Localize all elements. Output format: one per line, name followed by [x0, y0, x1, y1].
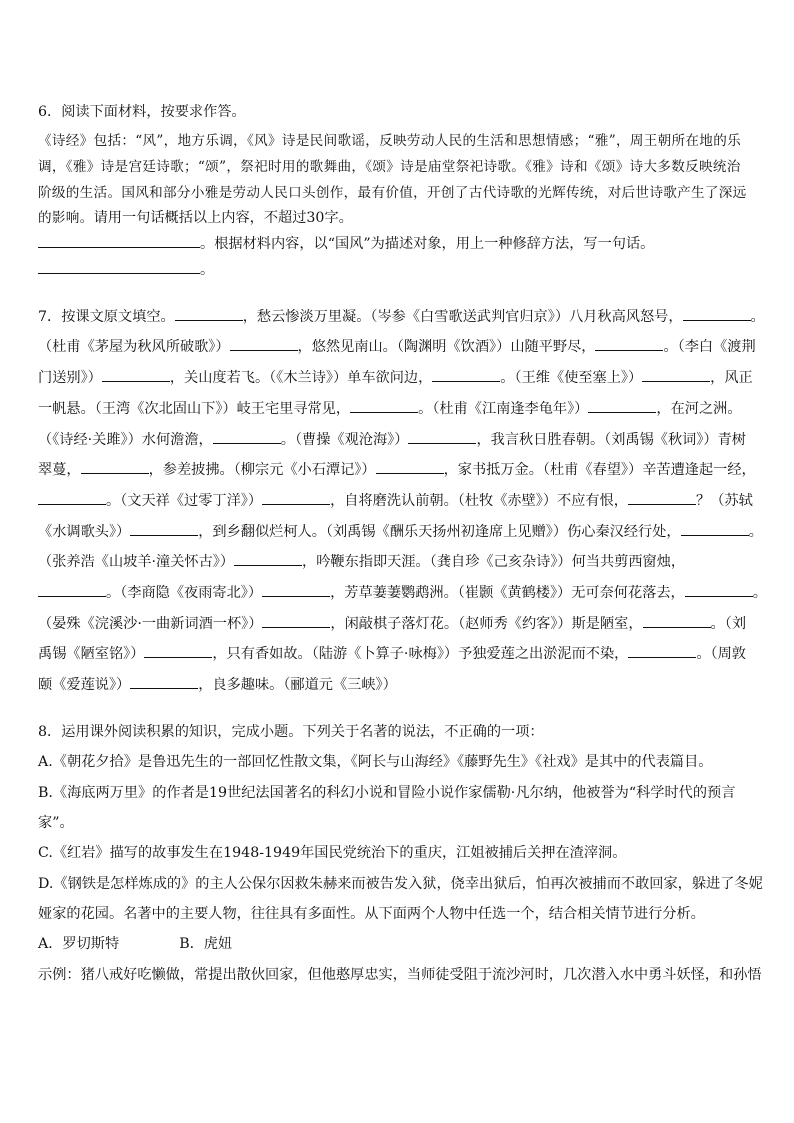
q7-text: ，良多趣味。（郦道元《三峡》） — [198, 677, 397, 694]
q7-text: 。（李商隐《夜雨寄北》） — [106, 584, 263, 601]
q6-instruction-1: 请用一句话概括以上内容，不超过30字。 — [93, 210, 353, 227]
q7-text: ，悠然见南山。（陶渊明《饮酒》）山随平野尽， — [297, 339, 596, 356]
q7-text: 翠蔓， — [38, 462, 81, 479]
q7-text: ，只有香如故。（陆游《卜算子·咏梅》）予独爱莲之出淤泥而不染， — [212, 646, 629, 663]
character-choices — [38, 929, 762, 959]
q7-text: ，到乡翻似烂柯人。（刘禹锡《酬乐天扬州初逢席上见赠》）伤心秦汉经行处， — [198, 523, 681, 540]
q7-text: （《诗经·关雎》）水何澹澹， — [38, 431, 213, 448]
q7-text: ？（苏轼 — [696, 492, 753, 509]
q7-text: ，愁云惨淡万里凝。（岑参《白雪歌送武判官归京》）八月秋高风怒号， — [242, 308, 683, 325]
q7-line — [38, 547, 762, 578]
q7-text: （晏殊《浣溪沙·一曲新词酒一杯》） — [38, 615, 263, 632]
q7-text: ，吟鞭东指即天涯。（龚自珍《己亥杂诗》）何当共剪西窗烛， — [302, 554, 686, 571]
q7-line — [38, 302, 765, 333]
q7-text: 禹锡《陋室铭》） — [38, 646, 145, 663]
answer-blank[interactable] — [262, 581, 330, 597]
q7-text: 《水调歌头》） — [38, 523, 131, 540]
q7-text: 。（刘 — [710, 615, 747, 632]
question-7 — [38, 302, 767, 701]
q7-text: 。 — [750, 308, 765, 325]
document-page — [38, 96, 767, 990]
answer-blank[interactable] — [642, 366, 710, 382]
q7-text: 门送别》） — [38, 370, 102, 387]
q6-material-end: 的影响。 — [38, 210, 94, 227]
option-a-statement: A.《朝花夕拾》是鲁迅先生的一部回忆性散文集，《阿长与山海经》《藤野先生》《社戏》是其中的代表篇目。 — [38, 754, 713, 771]
answer-blank[interactable] — [38, 258, 200, 274]
answer-blank[interactable] — [350, 397, 418, 413]
q6-material-line — [38, 206, 762, 232]
q7-text: ，我言秋日胜春朝。（刘禹锡《秋词》）青树 — [476, 431, 746, 448]
q7-line — [38, 578, 767, 609]
question-7-title: 7．按课文原文填空。 — [38, 308, 175, 325]
answer-blank[interactable] — [588, 397, 656, 413]
q7-text: 颐《爱莲说》） — [38, 677, 131, 694]
answer-blank[interactable] — [234, 550, 302, 566]
answer-blank[interactable] — [432, 366, 500, 382]
q7-line — [38, 363, 762, 394]
q6-answer-line — [38, 232, 762, 258]
option-d-statement: D.《钢铁是怎样炼成的》的主人公保尔因救朱赫来而被告发入狱，侥幸出狱后，怕再次被捕而不敢回家，躲进了冬妮 — [38, 875, 763, 892]
q7-line — [38, 332, 762, 363]
answer-blank[interactable] — [262, 612, 330, 628]
q7-text: 。（李白《渡荆 — [663, 339, 756, 356]
q6-answer-line — [38, 258, 762, 284]
q6-material-line: 《诗经》包括：“风”，地方乐调，《风》诗是民间歌谣，反映劳动人民的生活和思想情感；“雅”，周王朝所在地的乐 — [38, 133, 741, 149]
question-8-title: 8．运用课外阅读积累的知识，完成小题。下列关于名著的说法，不正确的一项： — [38, 723, 544, 740]
q7-line — [38, 455, 762, 486]
answer-blank[interactable] — [408, 428, 476, 444]
answer-blank[interactable] — [683, 305, 751, 321]
answer-blank[interactable] — [102, 366, 170, 382]
q6-material-line: 阶级的生活。国风和部分小雅是劳动人民口头创作，最有价值，开创了古代诗歌的光辉传统，对后世诗歌产生了深远 — [38, 184, 747, 201]
q7-text: 。（周敦 — [696, 646, 746, 663]
q7-text: 。（王维《使至塞上》） — [500, 370, 643, 387]
answer-blank[interactable] — [38, 489, 106, 505]
q6-material-line: 调，《雅》诗是宫廷诗歌；“颂”，祭祀时用的歌舞曲，《颂》诗是庙堂祭祀诗歌。《雅》诗和《颂》诗大多数反映统治 — [38, 158, 741, 175]
answer-blank[interactable] — [681, 520, 749, 536]
answer-blank[interactable] — [262, 489, 330, 505]
q7-text: 。 — [752, 584, 767, 601]
answer-blank[interactable] — [213, 428, 281, 444]
answer-blank[interactable] — [595, 335, 663, 351]
question-6 — [38, 96, 762, 284]
q7-text: 。（文天祥《过零丁洋》） — [106, 492, 263, 509]
answer-blank[interactable] — [175, 305, 243, 321]
q7-line — [38, 425, 762, 456]
q6-answer-end: 。 — [200, 261, 215, 278]
question-6-title: 6．阅读下面材料，按要求作答。 — [38, 104, 246, 120]
q7-line — [38, 394, 762, 425]
q7-text: 。（曹操《观沧海》） — [280, 431, 409, 448]
q7-text: （杜甫《茅屋为秋风所破歌》） — [38, 339, 230, 356]
q7-line — [38, 609, 762, 640]
q7-text: ，闲敲棋子落灯花。（赵师秀《约客》）斯是陋室， — [330, 615, 643, 632]
q7-text: ，自将磨洗认前朝。（杜牧《赤壁》）不应有恨， — [330, 492, 628, 509]
character-choice-b: B．虎妞 — [179, 936, 233, 953]
q7-text: ，家书抵万金。（杜甫《春望》）辛苦遭逢起一经， — [443, 462, 756, 479]
option-d-statement-cont: 娅家的花园。名著中的主要人物，往往具有多面性。从下面两个人物中任选一个，结合相关情节进行分析。 — [38, 906, 705, 923]
option-b-statement-cont: 家”。 — [38, 814, 74, 831]
answer-blank[interactable] — [230, 335, 298, 351]
answer-blank[interactable] — [643, 612, 711, 628]
q7-text: （张养浩《山坡羊·潼关怀古》） — [38, 554, 235, 571]
option-b-statement: B.《海底两万里》的作者是19世纪法国著名的科幻小说和冒险小说作家儒勒·凡尔纳，他被誉为“科学时代的预言 — [38, 784, 736, 801]
q7-text: 一帆悬。（王湾《次北固山下》）岐王宅里寻常见， — [38, 400, 351, 417]
answer-blank[interactable] — [38, 581, 106, 597]
answer-blank[interactable] — [628, 642, 696, 658]
q7-text: ，芳草萋萋鹦鹉洲。（崔颢《黄鹤楼》）无可奈何花落去， — [330, 584, 685, 601]
q7-text: ，参差披拂。（柳宗元《小石潭记》） — [148, 462, 376, 479]
q7-line — [38, 486, 762, 517]
example-answer: 示例：猪八戒好吃懒做，常提出散伙回家，但他憨厚忠实，当师徒受阻于流沙河时，几次潜入水中勇斗妖怪，和孙悟 — [38, 966, 762, 983]
q7-text: 。 — [748, 523, 763, 540]
q7-line — [38, 670, 762, 701]
answer-blank[interactable] — [81, 458, 149, 474]
q7-text: ，关山度若飞。（《木兰诗》）单车欲问边， — [169, 370, 433, 387]
q7-line — [38, 639, 762, 670]
question-8 — [38, 717, 762, 991]
answer-blank[interactable] — [376, 458, 444, 474]
q6-instruction-2: 。根据材料内容，以“国风”为描述对象，用上一种修辞方法，写一句话。 — [200, 236, 655, 253]
answer-blank[interactable] — [144, 642, 212, 658]
answer-blank[interactable] — [130, 673, 198, 689]
answer-blank[interactable] — [38, 232, 200, 248]
q7-line — [38, 517, 762, 548]
q7-text: ，在河之洲。 — [656, 400, 742, 417]
q7-text: 。（杜甫《江南逢李龟年》） — [418, 400, 589, 417]
answer-blank[interactable] — [685, 581, 753, 597]
answer-blank[interactable] — [628, 489, 696, 505]
option-c-statement: C.《红岩》描写的故事发生在1948-1949年国民党统治下的重庆，江姐被捕后关押在渣滓洞。 — [38, 845, 627, 862]
character-choice-a: A．罗切斯特 — [38, 936, 120, 953]
answer-blank[interactable] — [130, 520, 198, 536]
q7-text: ，风正 — [710, 370, 753, 387]
